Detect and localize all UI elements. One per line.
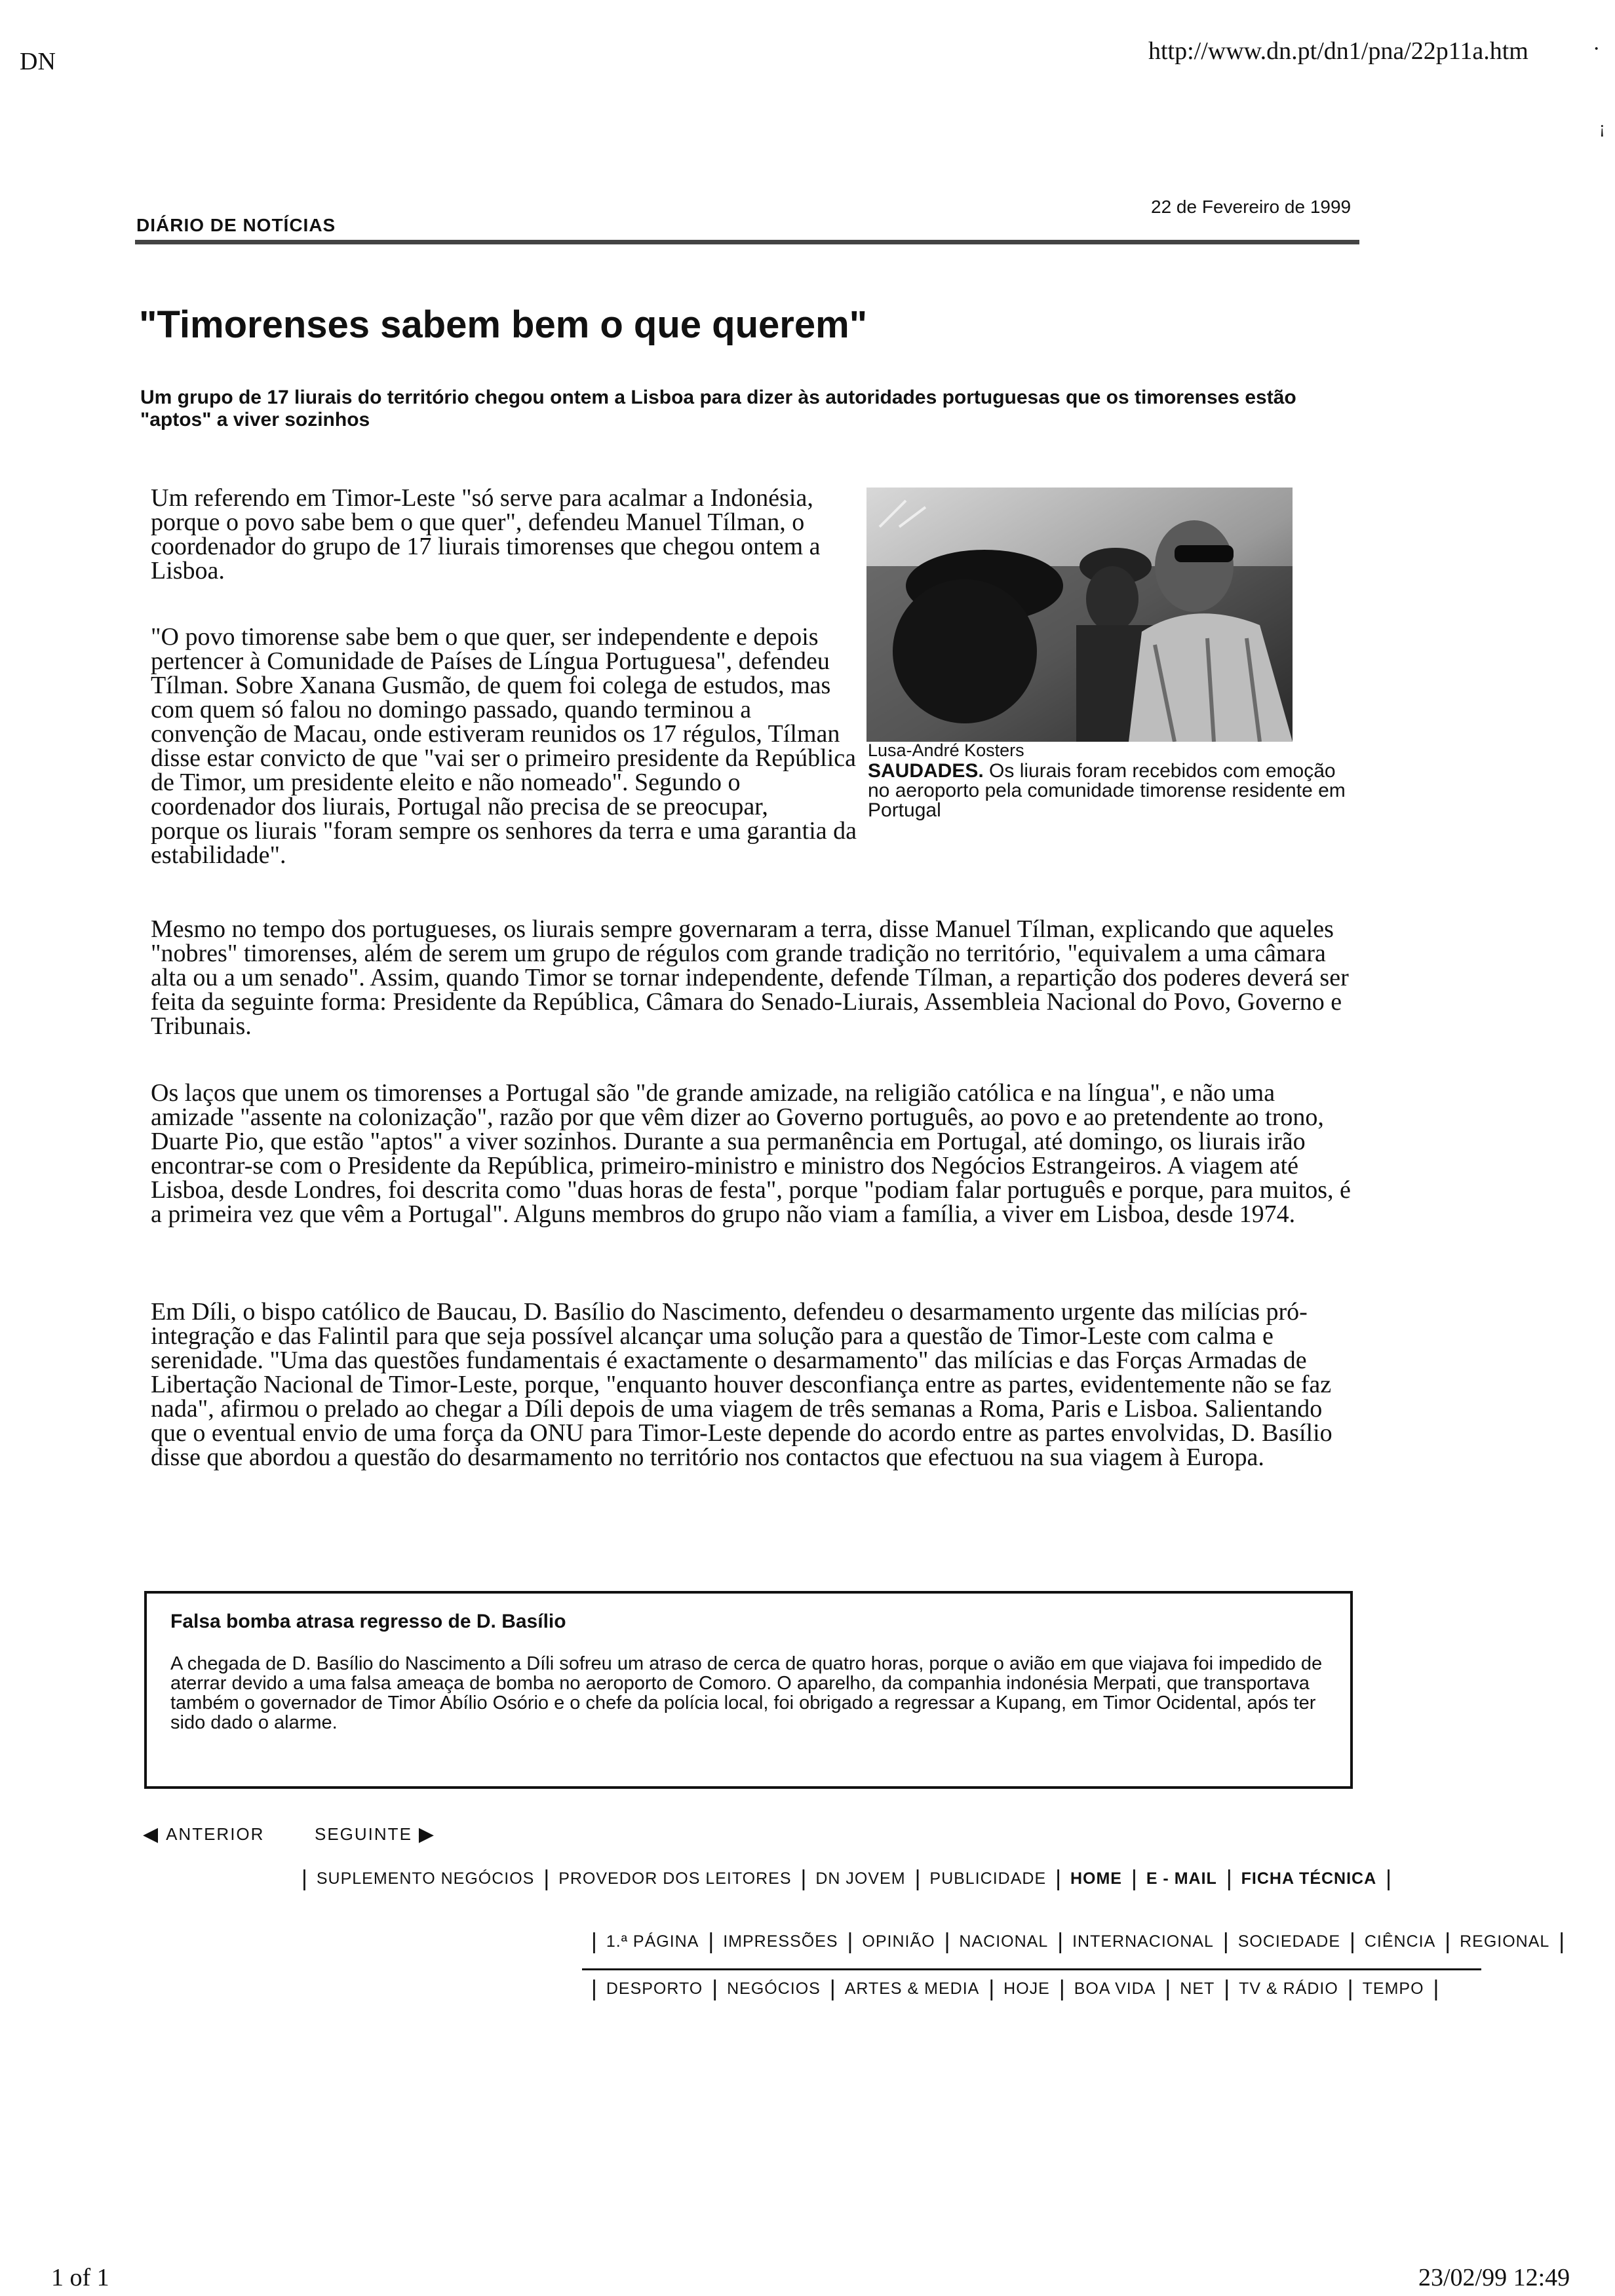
nav-separator: | [1350, 1929, 1355, 1954]
nav-link[interactable]: INTERNACIONAL [1072, 1932, 1214, 1951]
article-paragraph-part: "O povo timorense sabe bem o que quer, ser independente e depois pertencer à Comunidade de Países de Língua Portuguesa", defendeu Tílman. Sobre Xanana Gusmão, de quem foi colega de estudos, mas com quem só falou no domingo passado, quando terminou a convenção de Macau, onde estiveram reunidos os 17 régulos, Tílman disse estar convicto de que "vai ser o primeiro presidente da República de Timor, um presidente eleito e não nomeado". Segundo o coordenador dos liurais, Portugal não precisa de se preocupar, [151, 623, 856, 820]
nav-separator: | [1057, 1929, 1064, 1954]
article-paragraph: Em Díli, o bispo católico de Baucau, D. Basílio do Nascimento, defendeu o desarmamento urgente das milícias pró-integração e das Falintil para que seja possível alcançar uma solução para a questão de Timor-Leste com calma e serenidade. "Uma das questões fundamentais é exactamente o desarmamento" das milícias e das Forças Armadas de Libertação Nacional de Timor-Leste, porque, "enquanto houver desconfiança entre as partes, evidentemente não se faz nada", afirmou o prelado ao chegar a Díli depois de uma viagem de três semanas a Roma, Paris e Lisboa. Salientando que o eventual envio de uma força da ONU para Timor-Leste depende do acordo entre as partes envolvidas, D. Basílio disse que abordou a questão do desarmamento no território nos contactos que efectuou na sua viagem à Europa. [151, 1298, 1333, 1471]
nav-separator: | [1224, 1976, 1230, 2001]
print-page-number: 1 of 1 [51, 2264, 109, 2291]
nav-link[interactable]: DESPORTO [606, 1979, 703, 1998]
nav-link[interactable]: SUPLEMENTO NEGÓCIOS [316, 1869, 535, 1888]
nav-link[interactable]: HOME [1070, 1869, 1122, 1888]
photo-image [866, 488, 1293, 742]
article-paragraph: Um referendo em Timor-Leste "só serve para acalmar a Indonésia, porque o povo sabe bem o que quer", defendeu Manuel Tílman, o coordenador do grupo de 17 liurais timorenses que chegou ontem a Lisboa. [151, 484, 821, 584]
nav-separator: | [1347, 1976, 1353, 2001]
nav-link[interactable]: PROVEDOR DOS LEITORES [558, 1869, 792, 1888]
nav-link[interactable]: NACIONAL [959, 1932, 1049, 1951]
nav-link[interactable]: CIÊNCIA [1364, 1932, 1436, 1951]
photo-caption [868, 761, 1346, 820]
print-mark-secondary: ¡ [1599, 118, 1605, 137]
print-timestamp: 23/02/99 12:49 [1418, 2264, 1570, 2291]
nav-link[interactable]: E - MAIL [1146, 1869, 1217, 1888]
nav-separator: | [1433, 1976, 1439, 2001]
related-story-text: A chegada de D. Basílio do Nascimento a Díli sofreu um atraso de cerca de quatro horas, porque o avião em que viajava foi impedido de aterrar devido a uma falsa ameaça de bomba no aeroporto de Comoro. O aparelho, da companhia indonésia Merpati, que transportava também o governador de Timor Abílio Osório e o chefe da polícia local, foi obrigado a regressar a Kupang, em Timor Ocidental, após ter sido dado o alarme. [170, 1653, 1323, 1733]
nav-separator: | [302, 1866, 307, 1891]
next-page-label: SEGUINTE [315, 1824, 412, 1844]
nav-separator: | [1059, 1976, 1065, 2001]
nav-separator: | [800, 1866, 807, 1891]
article-paragraph: Mesmo no tempo dos portugueses, os liurais sempre governaram a terra, disse Manuel Tílman, explicando que aqueles "nobres" timorenses, além de serem um grupo de régulos com grande tradição no território, "equivalem a uma câmara alta ou a um senado". Assim, quando Timor se tornar independente, defende Tílman, a repartição dos poderes deverá ser feita da seguinte forma: Presidente da República, Câmara do Senado-Liurais, Assembleia Nacional do Povo, Governo e Tribunais. [151, 915, 1349, 1040]
print-mark: · [1593, 37, 1601, 61]
article-paragraph: Os laços que unem os timorenses a Portugal são "de grande amizade, na religião católica e na língua", e não uma amizade "assente na colonização", razão por que vêm dizer ao Governo português, ao povo e ao pretendente ao trono, Duarte Pio, que estão "aptos" a viver sozinhos. Durante a sua permanência em Portugal, até domingo, os liurais irão encontrar-se com o Presidente da República, primeiro-ministro e ministro dos Negócios Estrangeiros. A viagem até Lisboa, desde Londres, foi descrita como "duas horas de festa", porque "podiam falar português e porque, para muitos, é a primeira vez que vêm a Portugal". Alguns membros do grupo não viam a família, a viver em Lisboa, desde 1974. [151, 1079, 1351, 1228]
nav-separator: | [591, 1929, 597, 1954]
nav-separator: | [1445, 1929, 1451, 1954]
nav-separator: | [1386, 1866, 1392, 1891]
previous-page-label: ANTERIOR [166, 1824, 265, 1844]
nav-link[interactable]: TV & RÁDIO [1239, 1979, 1338, 1998]
right-arrow-icon: ▶ [418, 1824, 435, 1845]
nav-link[interactable]: TEMPO [1362, 1979, 1424, 1998]
print-header-url: http://www.dn.pt/dn1/pna/22p11a.htm [1148, 37, 1528, 65]
nav-separator: | [712, 1976, 718, 2001]
masthead-logo[interactable]: DIÁRIO DE NOTÍCIAS [136, 215, 336, 235]
nav-link[interactable]: ARTES & MEDIA [844, 1979, 980, 1998]
footer-nav-row-2 [582, 1930, 1574, 1953]
footer-nav-divider [582, 1968, 1481, 1970]
nav-link[interactable]: 1.ª PÁGINA [606, 1932, 699, 1951]
nav-link[interactable]: REGIONAL [1460, 1932, 1550, 1951]
nav-link[interactable]: DN JOVEM [815, 1869, 906, 1888]
nav-link[interactable]: FICHA TÉCNICA [1241, 1869, 1377, 1888]
nav-separator: | [1131, 1866, 1137, 1891]
print-header-source: DN [20, 48, 56, 75]
nav-link[interactable]: NEGÓCIOS [727, 1979, 821, 1998]
nav-separator: | [1055, 1866, 1061, 1891]
nav-separator: | [1226, 1866, 1232, 1891]
nav-separator: | [914, 1866, 921, 1891]
related-story-title: Falsa bomba atrasa regresso de D. Basílio [170, 1611, 566, 1632]
article-headline: "Timorenses sabem bem o que querem" [139, 303, 868, 346]
nav-link[interactable]: HOJE [1003, 1979, 1050, 1998]
photo-caption-lead: SAUDADES. [868, 760, 984, 782]
nav-separator: | [1559, 1929, 1565, 1954]
masthead-divider [135, 240, 1359, 244]
nav-separator: | [1222, 1929, 1229, 1954]
article-paragraph [151, 625, 859, 868]
next-page-link[interactable] [315, 1823, 435, 1846]
nav-separator: | [543, 1866, 550, 1891]
footer-nav-row-1 [292, 1867, 1401, 1890]
nav-separator: | [591, 1976, 597, 2001]
nav-link[interactable]: SOCIEDADE [1237, 1932, 1340, 1951]
nav-link[interactable]: IMPRESSÕES [723, 1932, 838, 1951]
nav-link[interactable]: OPINIÃO [862, 1932, 935, 1951]
nav-separator: | [708, 1929, 714, 1954]
nav-separator: | [944, 1929, 950, 1954]
nav-link[interactable]: NET [1180, 1979, 1215, 1998]
article-deck: Um grupo de 17 liurais do território chegou ontem a Lisboa para dizer às autoridades portuguesas que os timorenses estão "aptos" a viver sozinhos [140, 387, 1296, 430]
nav-separator: | [1165, 1976, 1171, 2001]
photo-caption-text: Os liurais foram recebidos com emoção no aeroporto pela comunidade timorense residente em Portugal [868, 760, 1346, 821]
previous-page-link[interactable] [143, 1823, 264, 1846]
photo-credit: Lusa-André Kosters [868, 740, 1024, 760]
nav-separator: | [829, 1976, 836, 2001]
nav-separator: | [847, 1929, 853, 1954]
footer-nav-row-3 [582, 1978, 1448, 2000]
article-photo [866, 488, 1293, 742]
nav-link[interactable]: PUBLICIDADE [929, 1869, 1047, 1888]
left-arrow-icon: ◀ [143, 1824, 160, 1845]
nav-link[interactable]: BOA VIDA [1074, 1979, 1156, 1998]
nav-separator: | [988, 1976, 995, 2001]
article-paragraph-part: porque os liurais "foram sempre os senhores da terra e uma garantia da estabilidade". [151, 817, 857, 869]
masthead-date: 22 de Fevereiro de 1999 [1151, 197, 1352, 217]
related-story-box [144, 1591, 1353, 1789]
